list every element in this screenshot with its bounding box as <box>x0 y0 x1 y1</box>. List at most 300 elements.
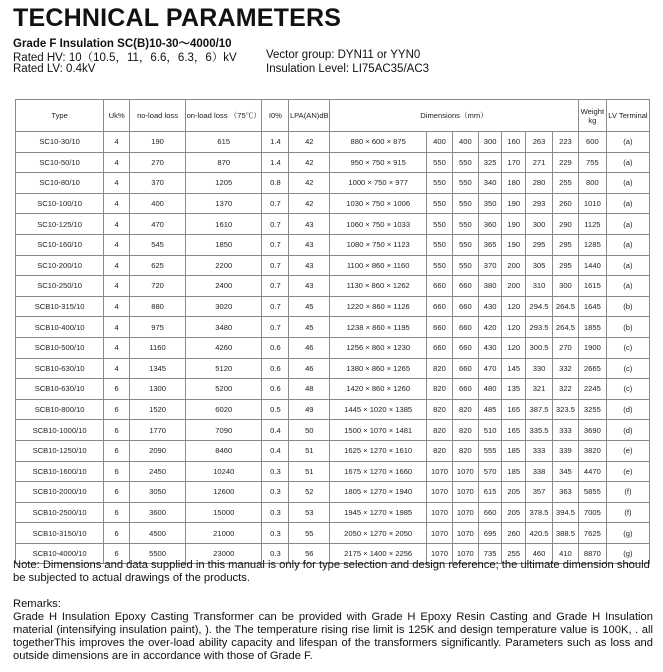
cell-d2: 820 <box>452 420 478 441</box>
cell-d2: 820 <box>452 440 478 461</box>
cell-d3: 365 <box>478 234 502 255</box>
cell-nl: 2450 <box>130 461 186 482</box>
cell-d4: 205 <box>502 482 526 503</box>
cell-lpa: 42 <box>289 173 330 194</box>
cell-d1: 1070 <box>427 482 453 503</box>
cell-d6: 295 <box>553 255 579 276</box>
cell-nl: 3050 <box>130 482 186 503</box>
cell-uk: 4 <box>104 214 130 235</box>
cell-ol: 21000 <box>186 523 262 544</box>
cell-dim: 1080 × 750 × 1123 <box>330 234 427 255</box>
cell-d1: 1070 <box>427 502 453 523</box>
insulation-level-spec: Insulation Level: LI75AC35/AC3 <box>266 63 430 75</box>
cell-d3: 485 <box>478 399 502 420</box>
cell-weight: 1645 <box>578 296 606 317</box>
cell-d1: 660 <box>427 296 453 317</box>
cell-nl: 1345 <box>130 358 186 379</box>
cell-i0: 0.4 <box>262 440 289 461</box>
cell-d1: 1070 <box>427 543 453 564</box>
header-on-load-loss: on-load loss （75℃） <box>186 100 262 132</box>
cell-d3: 430 <box>478 337 502 358</box>
cell-d5: 420.5 <box>526 523 553 544</box>
cell-d3: 360 <box>478 214 502 235</box>
cell-dim: 880 × 600 × 875 <box>330 132 427 153</box>
table-row <box>16 440 650 461</box>
cell-nl: 975 <box>130 317 186 338</box>
cell-weight: 1615 <box>578 276 606 297</box>
cell-d1: 660 <box>427 276 453 297</box>
cell-d6: 322 <box>553 379 579 400</box>
cell-lpa: 43 <box>289 255 330 276</box>
cell-i0: 0.3 <box>262 502 289 523</box>
cell-d1: 820 <box>427 440 453 461</box>
cell-d6: 323.5 <box>553 399 579 420</box>
cell-ol: 5120 <box>186 358 262 379</box>
cell-nl: 1160 <box>130 337 186 358</box>
cell-ol: 15000 <box>186 502 262 523</box>
cell-i0: 0.7 <box>262 255 289 276</box>
cell-nl: 1300 <box>130 379 186 400</box>
cell-d6: 270 <box>553 337 579 358</box>
cell-i0: 1.4 <box>262 152 289 173</box>
cell-d5: 300.5 <box>526 337 553 358</box>
table-row <box>16 255 650 276</box>
cell-type: SCB10-3150/10 <box>16 523 104 544</box>
cell-ol: 2200 <box>186 255 262 276</box>
cell-ol: 4260 <box>186 337 262 358</box>
cell-d4: 260 <box>502 523 526 544</box>
cell-d4: 190 <box>502 193 526 214</box>
cell-uk: 6 <box>104 461 130 482</box>
cell-d2: 820 <box>452 399 478 420</box>
cell-i0: 0.7 <box>262 214 289 235</box>
cell-d4: 190 <box>502 234 526 255</box>
cell-uk: 6 <box>104 543 130 564</box>
cell-d3: 340 <box>478 173 502 194</box>
cell-d3: 555 <box>478 440 502 461</box>
cell-uk: 4 <box>104 132 130 153</box>
cell-d6: 223 <box>553 132 579 153</box>
cell-d2: 660 <box>452 276 478 297</box>
cell-d5: 333 <box>526 440 553 461</box>
cell-d3: 350 <box>478 193 502 214</box>
cell-d5: 310 <box>526 276 553 297</box>
cell-dim: 1100 × 860 × 1160 <box>330 255 427 276</box>
cell-dim: 1500 × 1070 × 1481 <box>330 420 427 441</box>
cell-d2: 1070 <box>452 523 478 544</box>
cell-lpa: 45 <box>289 296 330 317</box>
cell-type: SCB10-400/10 <box>16 317 104 338</box>
cell-lv: (e) <box>606 461 649 482</box>
cell-d6: 295 <box>553 234 579 255</box>
cell-weight: 1125 <box>578 214 606 235</box>
cell-lv: (d) <box>606 399 649 420</box>
cell-uk: 4 <box>104 317 130 338</box>
cell-d6: 260 <box>553 193 579 214</box>
cell-nl: 720 <box>130 276 186 297</box>
cell-lv: (a) <box>606 132 649 153</box>
cell-nl: 1520 <box>130 399 186 420</box>
cell-d2: 660 <box>452 379 478 400</box>
cell-d5: 335.5 <box>526 420 553 441</box>
table-body <box>16 132 650 564</box>
cell-d5: 280 <box>526 173 553 194</box>
cell-type: SC10-100/10 <box>16 193 104 214</box>
cell-lv: (c) <box>606 337 649 358</box>
cell-type: SC10-50/10 <box>16 152 104 173</box>
cell-ol: 870 <box>186 152 262 173</box>
cell-lv: (b) <box>606 296 649 317</box>
cell-uk: 4 <box>104 276 130 297</box>
cell-d3: 615 <box>478 482 502 503</box>
table-row <box>16 276 650 297</box>
cell-d4: 135 <box>502 379 526 400</box>
page-title: TECHNICAL PARAMETERS <box>13 4 342 32</box>
remarks-text: Grade H Insulation Epoxy Casting Transformer can be provided with Grade H Epoxy Resin Casting and Grade H Insulation material (intensifying insulation paint), ). the The temperature rising rise limit is 125K and design temperature value is 100K, . all togetherThis improves the over-load ability capacity and lifespan of the transformers significantly. Parameters such as loss and outside dimensions are in accordance with those of Grade F. <box>13 611 653 662</box>
cell-type: SCB10-4000/10 <box>16 543 104 564</box>
cell-uk: 6 <box>104 440 130 461</box>
cell-d4: 120 <box>502 317 526 338</box>
cell-d4: 185 <box>502 461 526 482</box>
cell-lpa: 46 <box>289 337 330 358</box>
cell-lv: (a) <box>606 193 649 214</box>
cell-d5: 378.5 <box>526 502 553 523</box>
remarks-title: Remarks: <box>13 598 61 610</box>
cell-d3: 570 <box>478 461 502 482</box>
cell-lpa: 55 <box>289 523 330 544</box>
cell-d3: 735 <box>478 543 502 564</box>
cell-lv: (g) <box>606 543 649 564</box>
cell-lv: (g) <box>606 523 649 544</box>
cell-i0: 0.5 <box>262 399 289 420</box>
cell-lpa: 43 <box>289 214 330 235</box>
cell-d2: 550 <box>452 193 478 214</box>
cell-i0: 0.4 <box>262 420 289 441</box>
cell-d6: 290 <box>553 214 579 235</box>
cell-nl: 880 <box>130 296 186 317</box>
cell-lpa: 51 <box>289 461 330 482</box>
cell-ol: 1205 <box>186 173 262 194</box>
cell-weight: 3255 <box>578 399 606 420</box>
cell-d3: 430 <box>478 296 502 317</box>
cell-nl: 1770 <box>130 420 186 441</box>
cell-d2: 550 <box>452 152 478 173</box>
cell-i0: 1.4 <box>262 132 289 153</box>
cell-d2: 550 <box>452 214 478 235</box>
cell-d5: 294.5 <box>526 296 553 317</box>
cell-nl: 270 <box>130 152 186 173</box>
cell-dim: 1420 × 860 × 1260 <box>330 379 427 400</box>
cell-lpa: 48 <box>289 379 330 400</box>
cell-ol: 1370 <box>186 193 262 214</box>
cell-d2: 1070 <box>452 482 478 503</box>
cell-d2: 550 <box>452 255 478 276</box>
cell-d6: 300 <box>553 276 579 297</box>
cell-i0: 0.7 <box>262 296 289 317</box>
cell-ol: 5200 <box>186 379 262 400</box>
cell-dim: 1445 × 1020 × 1385 <box>330 399 427 420</box>
cell-ol: 615 <box>186 132 262 153</box>
cell-type: SCB10-1000/10 <box>16 420 104 441</box>
cell-d3: 420 <box>478 317 502 338</box>
cell-lpa: 53 <box>289 502 330 523</box>
cell-lv: (c) <box>606 358 649 379</box>
cell-ol: 12600 <box>186 482 262 503</box>
cell-type: SCB10-1250/10 <box>16 440 104 461</box>
cell-d4: 255 <box>502 543 526 564</box>
cell-weight: 4470 <box>578 461 606 482</box>
cell-type: SCB10-2500/10 <box>16 502 104 523</box>
cell-weight: 8870 <box>578 543 606 564</box>
cell-d5: 293 <box>526 193 553 214</box>
cell-weight: 2245 <box>578 379 606 400</box>
cell-dim: 950 × 750 × 915 <box>330 152 427 173</box>
cell-d6: 255 <box>553 173 579 194</box>
cell-d1: 820 <box>427 399 453 420</box>
table-row <box>16 461 650 482</box>
cell-d3: 510 <box>478 420 502 441</box>
header-dimensions: Dimensions（mm） <box>330 100 579 132</box>
cell-i0: 0.8 <box>262 173 289 194</box>
cell-nl: 470 <box>130 214 186 235</box>
cell-type: SC10-250/10 <box>16 276 104 297</box>
header-type: Type <box>16 100 104 132</box>
cell-dim: 2050 × 1270 × 2050 <box>330 523 427 544</box>
table-row <box>16 502 650 523</box>
header-uk: Uk% <box>104 100 130 132</box>
cell-i0: 0.6 <box>262 379 289 400</box>
cell-lpa: 56 <box>289 543 330 564</box>
cell-d4: 120 <box>502 296 526 317</box>
cell-d2: 1070 <box>452 502 478 523</box>
cell-nl: 400 <box>130 193 186 214</box>
cell-d2: 1070 <box>452 461 478 482</box>
cell-nl: 3600 <box>130 502 186 523</box>
cell-i0: 0.7 <box>262 317 289 338</box>
cell-type: SC10-160/10 <box>16 234 104 255</box>
cell-lv: (f) <box>606 482 649 503</box>
cell-lv: (a) <box>606 234 649 255</box>
table-row <box>16 358 650 379</box>
page-subtitle: Grade F Insulation SC(B)10-30～4000/10 <box>13 38 232 50</box>
cell-uk: 4 <box>104 152 130 173</box>
cell-weight: 7005 <box>578 502 606 523</box>
cell-ol: 6020 <box>186 399 262 420</box>
cell-d5: 460 <box>526 543 553 564</box>
cell-d1: 550 <box>427 234 453 255</box>
cell-weight: 1855 <box>578 317 606 338</box>
cell-lv: (a) <box>606 276 649 297</box>
cell-uk: 6 <box>104 482 130 503</box>
cell-weight: 3690 <box>578 420 606 441</box>
cell-type: SCB10-630/10 <box>16 358 104 379</box>
table-row <box>16 132 650 153</box>
cell-d1: 820 <box>427 358 453 379</box>
cell-dim: 2175 × 1400 × 2256 <box>330 543 427 564</box>
cell-d6: 345 <box>553 461 579 482</box>
cell-uk: 4 <box>104 173 130 194</box>
cell-d1: 550 <box>427 214 453 235</box>
cell-d2: 660 <box>452 317 478 338</box>
cell-d2: 1070 <box>452 543 478 564</box>
vector-group-spec: Vector group: DYN11 or YYN0 <box>266 49 421 61</box>
cell-lpa: 51 <box>289 440 330 461</box>
cell-d6: 339 <box>553 440 579 461</box>
cell-lv: (a) <box>606 214 649 235</box>
cell-d5: 330 <box>526 358 553 379</box>
cell-nl: 625 <box>130 255 186 276</box>
cell-d3: 695 <box>478 523 502 544</box>
cell-lpa: 46 <box>289 358 330 379</box>
cell-type: SC10-80/10 <box>16 173 104 194</box>
table-row <box>16 399 650 420</box>
cell-nl: 4500 <box>130 523 186 544</box>
cell-d4: 200 <box>502 255 526 276</box>
note-text: Note: Dimensions and data supplied in this manual is only for type selection and design reference; the ultimate dimension should be subjected to actual drawings of the products. <box>13 559 650 584</box>
cell-lpa: 42 <box>289 152 330 173</box>
cell-d6: 394.5 <box>553 502 579 523</box>
cell-uk: 4 <box>104 337 130 358</box>
cell-d1: 550 <box>427 255 453 276</box>
cell-lv: (b) <box>606 317 649 338</box>
cell-d6: 332 <box>553 358 579 379</box>
table-row <box>16 152 650 173</box>
cell-lv: (a) <box>606 173 649 194</box>
cell-uk: 6 <box>104 420 130 441</box>
cell-ol: 8460 <box>186 440 262 461</box>
header-no-load-loss: no-load loss <box>130 100 186 132</box>
table-row <box>16 523 650 544</box>
cell-dim: 1945 × 1270 × 1985 <box>330 502 427 523</box>
cell-uk: 6 <box>104 379 130 400</box>
header-i0: I0% <box>262 100 289 132</box>
cell-d2: 400 <box>452 132 478 153</box>
cell-ol: 3480 <box>186 317 262 338</box>
table-row <box>16 234 650 255</box>
cell-d1: 550 <box>427 173 453 194</box>
cell-d1: 820 <box>427 379 453 400</box>
cell-d5: 263 <box>526 132 553 153</box>
cell-dim: 1805 × 1270 × 1940 <box>330 482 427 503</box>
cell-lpa: 43 <box>289 234 330 255</box>
cell-d5: 357 <box>526 482 553 503</box>
cell-d3: 380 <box>478 276 502 297</box>
cell-d3: 660 <box>478 502 502 523</box>
cell-lpa: 49 <box>289 399 330 420</box>
header-weight: Weight kg <box>578 100 606 132</box>
cell-d4: 185 <box>502 440 526 461</box>
cell-d2: 550 <box>452 234 478 255</box>
cell-lv: (a) <box>606 255 649 276</box>
cell-uk: 6 <box>104 523 130 544</box>
cell-d4: 165 <box>502 420 526 441</box>
cell-weight: 2665 <box>578 358 606 379</box>
cell-type: SCB10-630/10 <box>16 379 104 400</box>
cell-uk: 6 <box>104 502 130 523</box>
cell-d2: 660 <box>452 358 478 379</box>
cell-ol: 7090 <box>186 420 262 441</box>
cell-lv: (e) <box>606 440 649 461</box>
table-header-row <box>16 100 650 132</box>
cell-d4: 190 <box>502 214 526 235</box>
cell-type: SC10-30/10 <box>16 132 104 153</box>
cell-d5: 295 <box>526 234 553 255</box>
cell-lpa: 45 <box>289 317 330 338</box>
cell-weight: 1285 <box>578 234 606 255</box>
cell-weight: 3820 <box>578 440 606 461</box>
cell-d2: 550 <box>452 173 478 194</box>
cell-d4: 120 <box>502 337 526 358</box>
cell-dim: 1000 × 750 × 977 <box>330 173 427 194</box>
table-row <box>16 379 650 400</box>
cell-d5: 387.5 <box>526 399 553 420</box>
cell-d3: 480 <box>478 379 502 400</box>
cell-d6: 388.5 <box>553 523 579 544</box>
cell-dim: 1130 × 860 × 1262 <box>330 276 427 297</box>
cell-dim: 1675 × 1270 × 1660 <box>330 461 427 482</box>
table-row <box>16 317 650 338</box>
cell-d6: 264.5 <box>553 296 579 317</box>
cell-dim: 1238 × 860 × 1195 <box>330 317 427 338</box>
cell-d6: 333 <box>553 420 579 441</box>
cell-i0: 0.3 <box>262 543 289 564</box>
cell-i0: 0.7 <box>262 193 289 214</box>
cell-d1: 400 <box>427 132 453 153</box>
cell-d5: 293.5 <box>526 317 553 338</box>
cell-type: SCB10-500/10 <box>16 337 104 358</box>
table-row <box>16 173 650 194</box>
cell-nl: 2090 <box>130 440 186 461</box>
rated-hv-spec: Rated HV: 10（10.5，11，6.6，6.3，6）kV <box>13 52 237 64</box>
cell-i0: 0.6 <box>262 358 289 379</box>
cell-ol: 10240 <box>186 461 262 482</box>
cell-d3: 370 <box>478 255 502 276</box>
cell-d1: 1070 <box>427 461 453 482</box>
cell-uk: 4 <box>104 296 130 317</box>
cell-dim: 1380 × 860 × 1265 <box>330 358 427 379</box>
cell-weight: 1900 <box>578 337 606 358</box>
cell-d4: 180 <box>502 173 526 194</box>
cell-i0: 0.6 <box>262 337 289 358</box>
cell-weight: 5855 <box>578 482 606 503</box>
cell-d4: 205 <box>502 502 526 523</box>
cell-d5: 300 <box>526 214 553 235</box>
cell-d5: 338 <box>526 461 553 482</box>
cell-type: SC10-200/10 <box>16 255 104 276</box>
cell-d4: 160 <box>502 132 526 153</box>
cell-d5: 271 <box>526 152 553 173</box>
cell-lpa: 52 <box>289 482 330 503</box>
cell-weight: 1440 <box>578 255 606 276</box>
cell-i0: 0.7 <box>262 276 289 297</box>
cell-weight: 7625 <box>578 523 606 544</box>
cell-weight: 800 <box>578 173 606 194</box>
table-row <box>16 193 650 214</box>
cell-d5: 305 <box>526 255 553 276</box>
rated-lv-spec: Rated LV: 0.4kV <box>13 63 96 75</box>
cell-d1: 660 <box>427 317 453 338</box>
cell-d6: 229 <box>553 152 579 173</box>
cell-d2: 660 <box>452 337 478 358</box>
cell-uk: 4 <box>104 193 130 214</box>
cell-d1: 1070 <box>427 523 453 544</box>
cell-d1: 660 <box>427 337 453 358</box>
cell-lv: (a) <box>606 152 649 173</box>
cell-dim: 1625 × 1270 × 1610 <box>330 440 427 461</box>
cell-lv: (c) <box>606 379 649 400</box>
table-row <box>16 296 650 317</box>
cell-nl: 5500 <box>130 543 186 564</box>
